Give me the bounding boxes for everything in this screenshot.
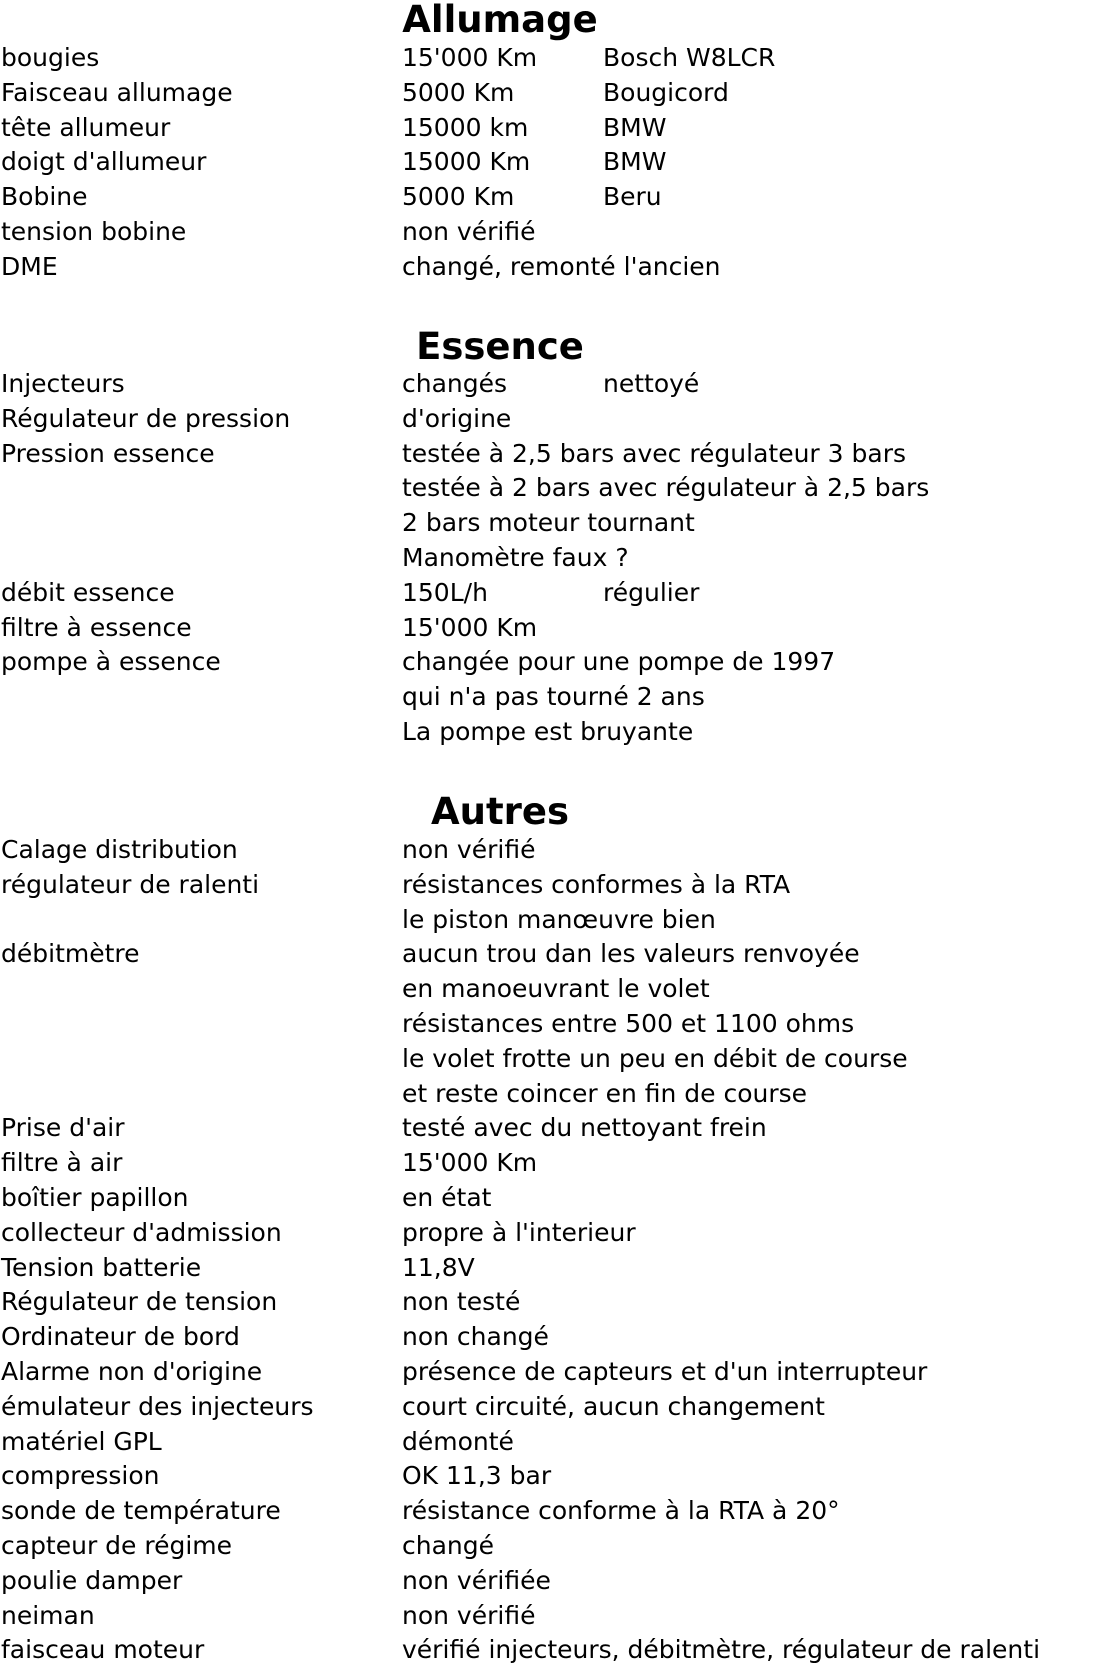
table-row: [0, 249, 1095, 284]
row-note: régulier: [603, 577, 700, 607]
row-value: non vérifiée: [402, 1565, 551, 1595]
row-label: capteur de régime: [1, 1531, 233, 1560]
row-label: tension bobine: [1, 217, 187, 246]
table-row: [0, 610, 1095, 645]
table-row: [0, 832, 1095, 867]
row-label: Injecteurs: [1, 369, 125, 398]
row-label: Calage distribution: [1, 835, 238, 864]
row-label: DME: [1, 251, 58, 281]
row-label: Régulateur de pression: [1, 403, 291, 433]
table-row: [0, 1076, 1095, 1111]
table-row: [0, 575, 1095, 610]
table-row: [0, 1284, 1095, 1319]
row-value: 15'000 Km: [402, 1148, 538, 1178]
row-value: testée à 2 bars avec régulateur à 2,5 bars: [402, 473, 930, 503]
table-row: [0, 1110, 1095, 1145]
table-row: [0, 714, 1095, 749]
row-value: non testé: [402, 1287, 521, 1317]
row-label: Bobine: [1, 182, 88, 212]
row-label: boîtier papillon: [1, 1183, 189, 1212]
row-label: faisceau moteur: [1, 1635, 205, 1665]
row-value: court circuité, aucun changement: [402, 1391, 825, 1421]
row-value: résistance conforme à la RTA à 20°: [402, 1496, 840, 1526]
row-value: démonté: [402, 1426, 514, 1456]
row-label: compression: [1, 1461, 160, 1491]
row-value: résistances conformes à la RTA: [402, 869, 791, 899]
table-row: [0, 1180, 1095, 1215]
row-value: d'origine: [402, 403, 512, 433]
row-value: La pompe est bruyante: [402, 717, 694, 746]
row-label: doigt d'allumeur: [1, 147, 207, 177]
row-value: testée à 2,5 bars avec régulateur 3 bars: [402, 438, 907, 468]
row-value: vérifié injecteurs, débitmètre, régulateur de ralenti: [402, 1635, 1041, 1665]
table-row: [0, 1389, 1095, 1424]
row-value: 11,8V: [402, 1252, 475, 1282]
row-label: Faisceau allumage: [1, 77, 233, 107]
row-label: régulateur de ralenti: [1, 869, 260, 899]
table-row: [0, 366, 1095, 401]
row-label: débitmètre: [1, 939, 140, 969]
row-label: neiman: [1, 1600, 95, 1630]
section-title: Allumage: [402, 0, 598, 41]
section-title: Autres: [430, 790, 570, 833]
row-label: poulie damper: [1, 1565, 183, 1595]
table-row: [0, 436, 1095, 471]
row-value: en état: [402, 1183, 492, 1212]
table-row: [0, 1424, 1095, 1459]
row-value: propre à l'interieur: [402, 1217, 636, 1247]
row-label: pompe à essence: [1, 647, 221, 677]
row-label: filtre à air: [1, 1148, 123, 1178]
row-value: aucun trou dan les valeurs renvoyée: [402, 939, 860, 969]
row-label: Tension batterie: [1, 1252, 202, 1282]
table-row: [0, 971, 1095, 1006]
table-row: [0, 1145, 1095, 1180]
row-label: matériel GPL: [1, 1426, 162, 1456]
table-row: [0, 40, 1095, 75]
row-label: bougies: [1, 43, 100, 72]
table-row: [0, 401, 1095, 436]
row-label: collecteur d'admission: [1, 1217, 282, 1247]
table-row: [0, 867, 1095, 902]
table-row: [0, 470, 1095, 505]
table-row: [0, 505, 1095, 540]
row-value: 5000 Km: [402, 77, 515, 107]
row-label: Pression essence: [1, 438, 215, 468]
row-value: OK 11,3 bar: [402, 1461, 552, 1491]
row-value: en manoeuvrant le volet: [402, 974, 710, 1004]
row-value: 15000 km: [402, 112, 529, 142]
row-value: 15'000 Km: [402, 43, 538, 72]
table-row: [0, 144, 1095, 179]
table-row: [0, 1493, 1095, 1528]
table-row: [0, 540, 1095, 575]
row-value: 15'000 Km: [402, 612, 538, 642]
row-value: changée pour une pompe de 1997: [402, 647, 836, 677]
row-value: 15000 Km: [402, 147, 531, 177]
table-row: [0, 644, 1095, 679]
table-row: [0, 75, 1095, 110]
table-row: [0, 1215, 1095, 1250]
row-value: changé, remonté l'ancien: [402, 251, 721, 281]
row-label: filtre à essence: [1, 612, 192, 642]
row-value: testé avec du nettoyant frein: [402, 1113, 767, 1143]
row-value: et reste coincer en fin de course: [402, 1078, 808, 1108]
row-label: débit essence: [1, 577, 175, 607]
row-value: changés: [402, 369, 508, 398]
row-label: Régulateur de tension: [1, 1287, 278, 1317]
row-value: non vérifié: [402, 217, 536, 246]
table-row: [0, 936, 1095, 971]
row-label: Ordinateur de bord: [1, 1322, 240, 1352]
row-value: 5000 Km: [402, 182, 515, 212]
row-label: Prise d'air: [1, 1113, 125, 1143]
row-note: BMW: [603, 112, 667, 142]
section-title: Essence: [416, 325, 584, 368]
table-row: [0, 1354, 1095, 1389]
row-note: Bosch W8LCR: [603, 43, 776, 72]
row-value: qui n'a pas tourné 2 ans: [402, 682, 705, 712]
row-value: le volet frotte un peu en débit de course: [402, 1043, 908, 1073]
row-note: BMW: [603, 147, 667, 177]
table-row: [0, 1006, 1095, 1041]
table-row: [0, 1458, 1095, 1493]
table-row: [0, 1319, 1095, 1354]
table-row: [0, 1250, 1095, 1285]
row-label: tête allumeur: [1, 112, 171, 142]
table-row: [0, 1563, 1095, 1598]
row-value: 150L/h: [402, 577, 488, 607]
table-row: [0, 1598, 1095, 1633]
table-row: [0, 679, 1095, 714]
row-label: émulateur des injecteurs: [1, 1391, 314, 1421]
row-value: non vérifié: [402, 835, 536, 864]
row-note: nettoyé: [603, 369, 700, 398]
table-row: [0, 110, 1095, 145]
table-row: [0, 902, 1095, 937]
row-value: non changé: [402, 1322, 549, 1352]
row-value: le piston manœuvre bien: [402, 904, 716, 934]
table-row: [0, 214, 1095, 249]
row-value: 2 bars moteur tournant: [402, 508, 695, 538]
table-row: [0, 179, 1095, 214]
row-value: présence de capteurs et d'un interrupteur: [402, 1357, 928, 1386]
row-value: résistances entre 500 et 1100 ohms: [402, 1009, 855, 1038]
table-row: [0, 1528, 1095, 1563]
table-row: [0, 1632, 1095, 1667]
row-label: sonde de température: [1, 1496, 281, 1526]
row-value: changé: [402, 1531, 495, 1560]
row-value: Manomètre faux ?: [402, 543, 629, 572]
row-label: Alarme non d'origine: [1, 1357, 263, 1386]
row-note: Beru: [603, 182, 662, 212]
table-row: [0, 1041, 1095, 1076]
row-value: non vérifié: [402, 1600, 536, 1630]
row-note: Bougicord: [603, 77, 729, 107]
